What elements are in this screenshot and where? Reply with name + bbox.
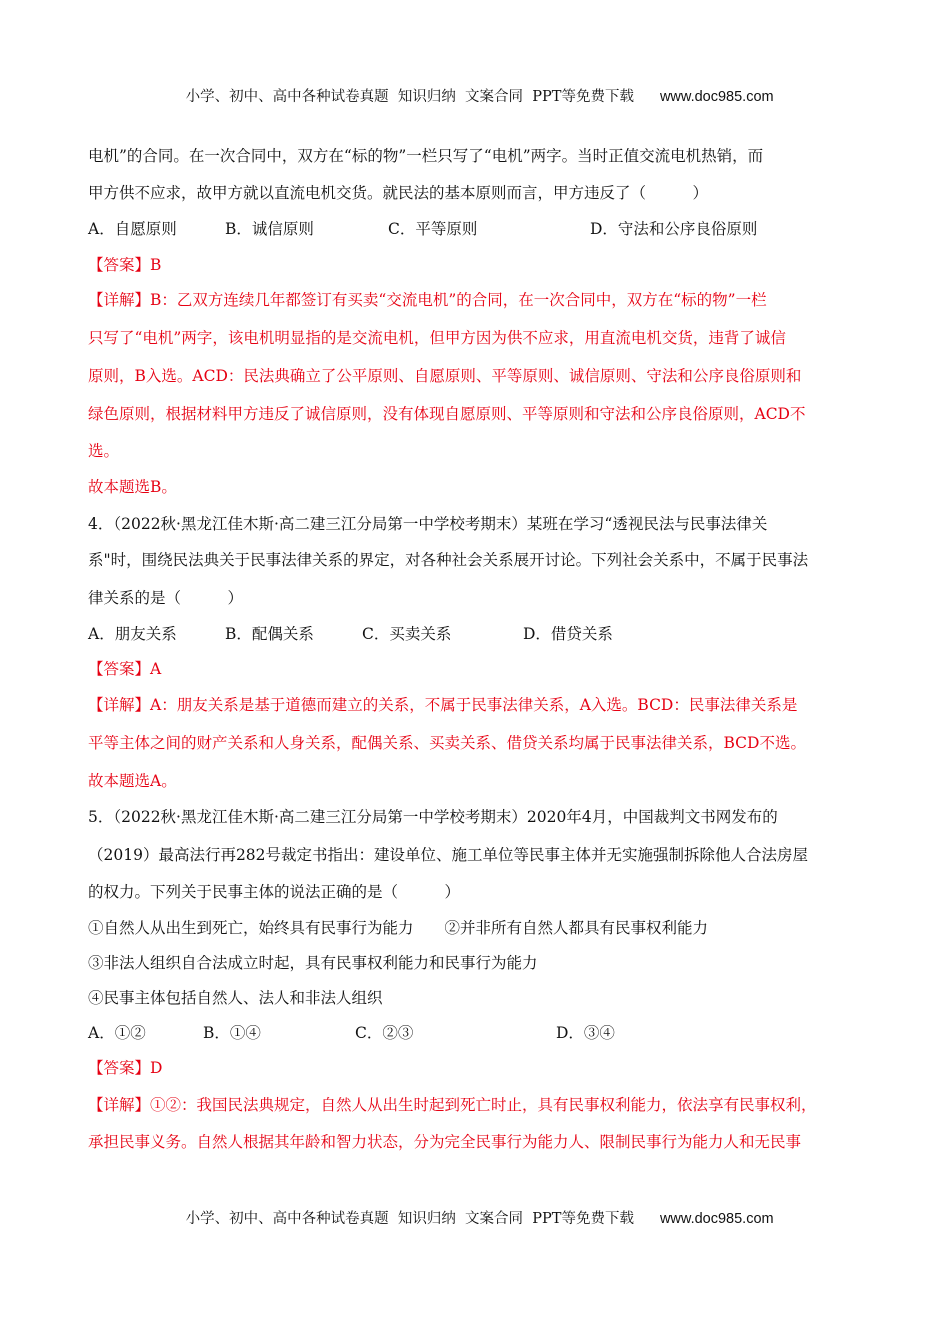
q4-detail-line-2: 平等主体之间的财产关系和人身关系，配偶关系、买卖关系、借贷关系均属于民事法律关系，BCD不选。	[88, 734, 806, 752]
q3-stem-line-2: 甲方供不应求，故甲方就以直流电机交货。就民法的基本原则而言，甲方违反了（ ）	[88, 184, 709, 202]
q4-detail-line-3: 故本题选A。	[88, 772, 177, 790]
q5-detail-line-2: 承担民事义务。自然人根据其年龄和智力状态，分为完全民事行为能力人、限制民事行为能力人和无民事	[88, 1133, 802, 1151]
q5-option-b: B．①④	[203, 1024, 261, 1042]
header-text: 小学、初中、高中各种试卷真题 知识归纳 文案合同 PPT等免费下载	[185, 89, 634, 105]
q4-option-a: A．朋友关系	[88, 625, 177, 643]
q5-stem-line-3: 的权力。下列关于民事主体的说法正确的是（ ）	[88, 883, 461, 901]
q3-answer: 【答案】B	[88, 256, 162, 274]
q5-option-d: D．③④	[556, 1024, 615, 1042]
q5-statement-1: ①自然人从出生到死亡，始终具有民事行为能力 ②并非所有自然人都具有民事权利能力	[88, 919, 709, 937]
q5-detail-line-1: 【详解】①②：我国民法典规定，自然人从出生时起到死亡时止，具有民事权利能力，依法享有民事权利，	[88, 1096, 817, 1114]
q3-option-b: B．诚信原则	[225, 220, 314, 238]
q3-stem-line-1: 电机”的合同。在一次合同中，双方在“标的物”一栏只写了“电机”两字。当时正值交流电机热销，而	[88, 147, 764, 165]
q3-detail-line-5: 选。	[88, 442, 120, 460]
page-header	[0, 69, 950, 106]
q3-detail-line-4: 绿色原则，根据材料甲方违反了诚信原则，没有体现自愿原则、平等原则和守法和公序良俗原则，ACD不	[88, 405, 806, 423]
q4-detail-line-1: 【详解】A：朋友关系是基于道德而建立的关系，不属于民事法律关系，A入选。BCD：民事法律关系是	[88, 696, 798, 714]
q5-answer: 【答案】D	[88, 1059, 163, 1077]
q3-detail-line-6: 故本题选B。	[88, 478, 177, 496]
q3-detail-line-3: 原则，B入选。ACD：民法典确立了公平原则、自愿原则、平等原则、诚信原则、守法和公序良俗原则和	[88, 367, 802, 385]
q3-detail-line-1: 【详解】B：乙双方连续几年都签订有买卖“交流电机”的合同，在一次合同中，双方在“标的物”一栏	[88, 291, 767, 309]
q5-stem-line-2: （2019）最高法行再282号裁定书指出：建设单位、施工单位等民事主体并无实施强制拆除他人合法房屋	[88, 846, 809, 864]
q5-option-a: A．①②	[88, 1024, 146, 1042]
q5-stem-line-1: 5．（2022秋·黑龙江佳木斯·高二建三江分局第一中学校考期末）2020年4月，中国裁判文书网发布的	[88, 808, 778, 826]
q4-option-c: C．买卖关系	[362, 625, 452, 643]
q3-option-d: D．守法和公序良俗原则	[590, 220, 758, 238]
q5-statement-2: ③非法人组织自合法成立时起，具有民事权利能力和民事行为能力	[88, 954, 538, 972]
footer-text: 小学、初中、高中各种试卷真题 知识归纳 文案合同 PPT等免费下载	[185, 1211, 634, 1227]
q4-answer: 【答案】A	[88, 660, 162, 678]
header-site-link[interactable]: www.doc985.com	[659, 89, 774, 105]
q3-detail-line-2: 只写了“电机”两字，该电机明显指的是交流电机，但甲方因为供不应求，用直流电机交货，违背了诚信	[88, 329, 786, 347]
q3-option-c: C．平等原则	[388, 220, 478, 238]
q3-option-a: A．自愿原则	[88, 220, 177, 238]
q4-stem-line-2: 系"时，围绕民法典关于民事法律关系的界定，对各种社会关系展开讨论。下列社会关系中，不属于民事法	[88, 551, 809, 569]
page-footer	[0, 1191, 950, 1228]
q4-stem-line-1: 4．（2022秋·黑龙江佳木斯·高二建三江分局第一中学校考期末）某班在学习“透视民法与民事法律关	[88, 515, 768, 533]
q5-statement-3: ④民事主体包括自然人、法人和非法人组织	[88, 989, 383, 1007]
q4-stem-line-3: 律关系的是（ ）	[88, 589, 244, 607]
q5-option-c: C．②③	[355, 1024, 414, 1042]
q4-option-d: D．借贷关系	[523, 625, 613, 643]
q4-option-b: B．配偶关系	[225, 625, 314, 643]
footer-site-link[interactable]: www.doc985.com	[659, 1211, 774, 1227]
